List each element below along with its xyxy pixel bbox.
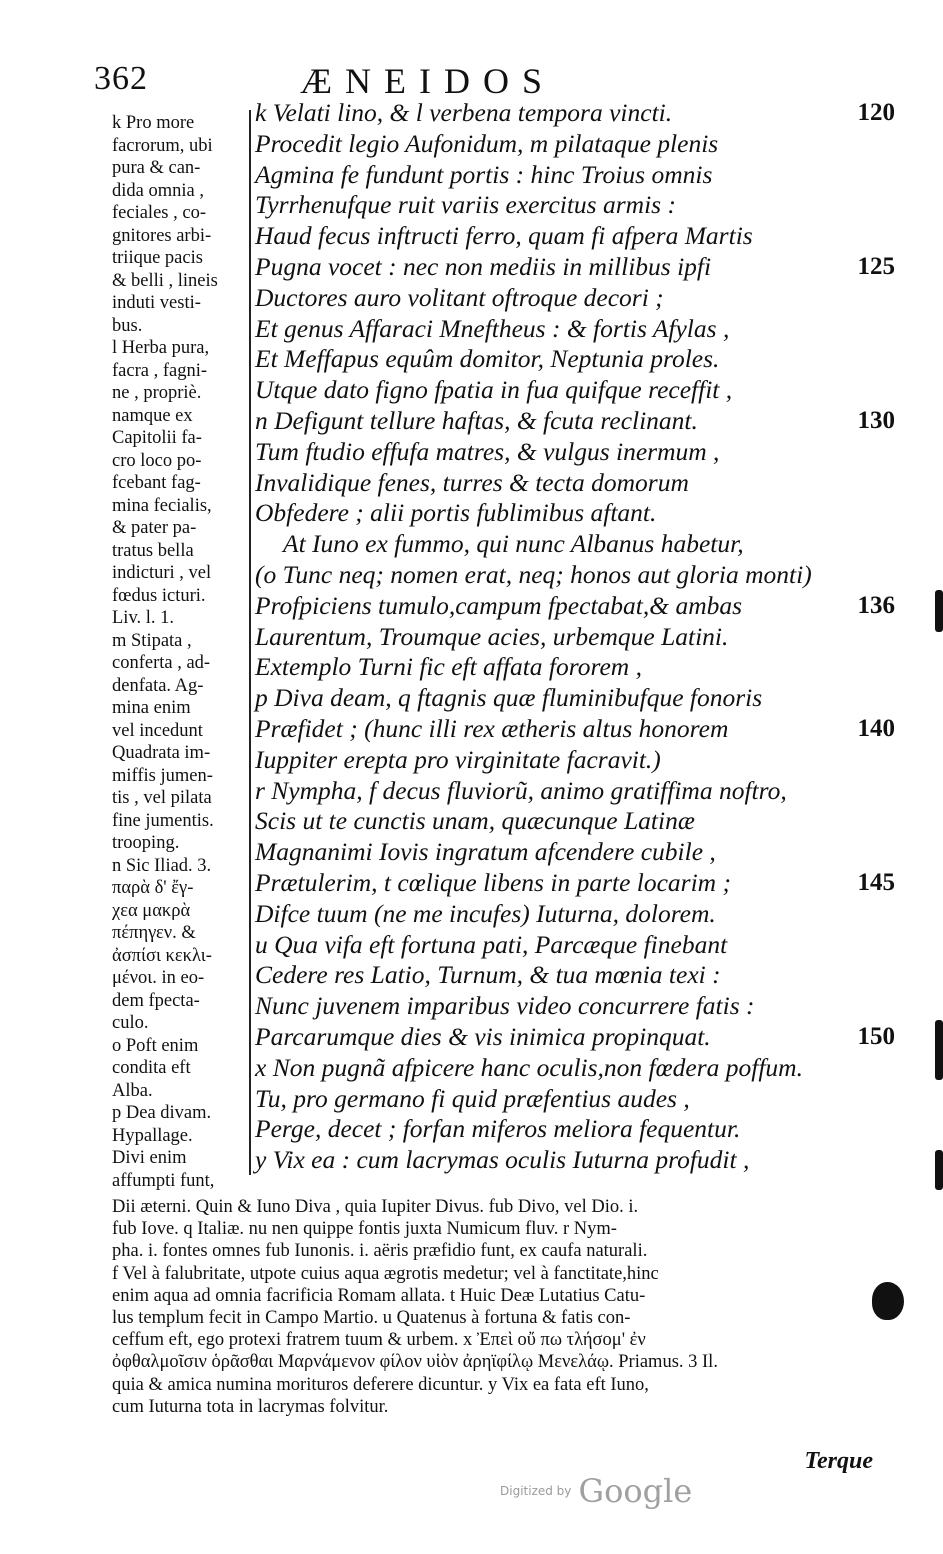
verse-text-line: Utque dato figno fpatia in fua quifque receffit , (255, 375, 733, 405)
commentary-line: p Dea divam. (112, 1103, 212, 1123)
verse-line (255, 652, 895, 683)
verse-line (255, 806, 895, 837)
verse-text-line: n Defigunt tellure haftas, & fcuta reclinant. (255, 405, 698, 435)
commentary-line: feciales , co- (112, 203, 206, 223)
verse-text-line: y Vix ea : cum lacrymas oculis Iuturna profudit , (255, 1145, 750, 1175)
commentary-line: pura & can- (112, 158, 201, 178)
verse-line (255, 591, 895, 622)
column-divider (249, 110, 251, 1175)
verse-line (255, 560, 895, 591)
footnote-line: lus templum fecit in Campo Martio. u Quatenus à fortuna & fatis con- (112, 1308, 631, 1329)
catchword: Terque (804, 1448, 873, 1474)
verse-line (255, 837, 895, 868)
commentary-line: miffis jumen- (112, 765, 213, 786)
verse-text-line: Profpiciens tumulo,campum fpectabat,& ambas (255, 590, 743, 620)
verse-text-line: Et genus Affaraci Mneftheus : & fortis Afylas , (255, 313, 730, 343)
verse-line (255, 344, 895, 375)
verse-text-line: Nunc juvenem imparibus video concurrere fatis : (255, 991, 755, 1021)
verse-text-line: Haud fecus inftructi ferro, quam fi afpera Martis (255, 221, 753, 251)
commentary-line: παρὰ δ' ἔγ- (112, 878, 194, 898)
verse-text-line: Parcarumque dies & vis inimica propinquat. (255, 1021, 711, 1051)
commentary-line: facrorum, ubi (112, 135, 213, 156)
verse-line (255, 1084, 895, 1115)
verse-text-line: Tum ftudio effufa matres, & vulgus inermum , (255, 436, 720, 466)
verse-text-line: Præfidet ; (hunc illi rex ætheris altus honorem (255, 713, 729, 743)
commentary-line: χεα μακρὰ (112, 900, 191, 921)
line-number: 150 (857, 1022, 895, 1050)
commentary-line: culo. (112, 1013, 149, 1033)
commentary-line: condita eft (112, 1058, 191, 1078)
verse-line (255, 529, 895, 560)
commentary-line: affumpti funt, (112, 1170, 215, 1191)
footnote-line: Dii æterni. Quin & Iuno Diva , quia Iupiter Divus. fub Divo, vel Dio. i. (112, 1197, 639, 1217)
commentary-line: πέπηγεν. & (112, 923, 196, 943)
verse-line (255, 1053, 895, 1084)
verse-line (255, 498, 895, 529)
verse-text-line: Scis ut te cunctis unam, quæcunque Latinæ (255, 806, 695, 836)
digitized-prefix: Digitized by (500, 1484, 572, 1498)
commentary-line: n Sic Iliad. 3. (112, 855, 212, 876)
commentary-line: namque ex (112, 405, 193, 426)
commentary-line: dem fpecta- (112, 990, 200, 1011)
verse-line (255, 1022, 895, 1053)
running-title: ÆNEIDOS (300, 61, 556, 101)
footnote-line: f Vel à falubritate, utpote cuius aqua ægrotis medetur; vel à fanctitate,hinc (112, 1263, 659, 1284)
line-number: 145 (857, 868, 895, 896)
ink-blot (872, 1282, 904, 1320)
footnote-line: quia & amica numina morituros deferere dicuntur. y Vix ea fata eft Iuno, (112, 1374, 649, 1395)
commentary-line: Alba. (112, 1080, 153, 1101)
verse-line (255, 406, 895, 437)
verse-text-line: Pugna vocet : nec non mediis in millibus ipfi (255, 251, 712, 281)
commentary-line: Divi enim (112, 1148, 187, 1168)
verse-text-line: Ductores auro volitant oftroque decori ; (255, 282, 664, 312)
commentary-line: ne , propriè. (112, 383, 202, 403)
verse-text-line: Perge, decet ; forfan miferos meliora fequentur. (255, 1114, 741, 1144)
commentary-line: fine jumentis. (112, 810, 214, 831)
verse-line (255, 930, 895, 961)
line-number: 130 (857, 406, 895, 434)
verse-text-line: Prætulerim, t cœlique libens in parte locarim ; (255, 867, 731, 897)
verse-line (255, 468, 895, 499)
line-number: 136 (857, 591, 895, 619)
verse-line (255, 375, 895, 406)
verse-text-line: x Non pugnã afpicere hanc oculis,non fœdera poffum. (255, 1052, 803, 1082)
commentary-line: Capitolii fa- (112, 428, 202, 448)
verse-line (255, 745, 895, 776)
commentary-line: cro loco po- (112, 450, 202, 471)
commentary-line: & belli , lineis (112, 270, 218, 291)
verse-line (255, 1114, 895, 1145)
verse-text-line: Procedit legio Aufonidum, m pilataque plenis (255, 128, 719, 158)
commentary-line: mina enim (112, 698, 191, 718)
footnote-line: enim aqua ad omnia facrificia Romam allata. t Huic Deæ Lutatius Catu- (112, 1285, 646, 1306)
verse-text-line: (o Tunc neq; nomen erat, neq; honos aut gloria monti) (255, 559, 812, 589)
verse-text-line: Iuppiter erepta pro virginitate facravit.) (255, 744, 661, 774)
commentary-line: gnitores arbi- (112, 225, 212, 246)
verse-line (255, 899, 895, 930)
verse-text-line: Difce tuum (ne me incufes) Iuturna, dolorem. (255, 898, 716, 928)
footnote-line: cum Iuturna tota in lacrymas folvitur. (112, 1396, 389, 1417)
verse-text-line: p Diva deam, q ftagnis quæ fluminibufque fonoris (255, 683, 763, 713)
commentary-line: Liv. l. 1. (112, 608, 175, 628)
verse-line (255, 960, 895, 991)
commentary-line: induti vesti- (112, 293, 201, 313)
commentary-line: tis , vel pilata (112, 788, 212, 808)
verse-text-line: Tyrrhenufque ruit variis exercitus armis : (255, 190, 676, 220)
line-number: 125 (857, 252, 895, 280)
verse-text-line: Extemplo Turni fic eft affata fororem , (255, 652, 642, 682)
verse-line (255, 314, 895, 345)
commentary-line: bus. (112, 315, 143, 336)
commentary-line: mina fecialis, (112, 495, 212, 516)
verse-line (255, 622, 895, 653)
verse-line (255, 776, 895, 807)
digitized-by-watermark (500, 1472, 692, 1510)
verse-line (255, 283, 895, 314)
commentary-line: m Stipata , (112, 630, 192, 651)
verse-line (255, 714, 895, 745)
commentary-line: conferta , ad- (112, 653, 211, 673)
footnote-line: fub Iove. q Italiæ. nu nen quippe fontis juxta Numicum fluv. r Nym- (112, 1219, 617, 1240)
footnote-line: pha. i. fontes omnes fub Iunonis. i. aëris præfidio funt, ex caufa naturali. (112, 1241, 648, 1262)
verse-line (255, 683, 895, 714)
line-number: 120 (857, 99, 895, 126)
commentary-line: ἀσπίσι κεκλι- (112, 945, 212, 966)
commentary-line: denfata. Ag- (112, 675, 204, 696)
footnote-line: ceffum eft, ego protexi fratrem tuum & urbem. x Ἐπεὶ οὔ πω τλήσομ' ἐν (112, 1330, 646, 1351)
verse-text-line: u Qua vifa eft fortuna pati, Parcæque finebant (255, 929, 728, 959)
verse-text-line: Invalidique fenes, turres & tecta domorum (255, 467, 689, 497)
commentary-line: dida omnia , (112, 180, 204, 201)
verse-text (255, 98, 895, 1176)
commentary-line: triique pacis (112, 248, 203, 268)
google-logo: Google (578, 1472, 693, 1510)
verse-line (255, 129, 895, 160)
verse-line (255, 98, 895, 129)
verse-line (255, 868, 895, 899)
commentary-line: Hypallage. (112, 1125, 193, 1146)
commentary-line: tratus bella (112, 540, 194, 561)
commentary-line: k Pro more (112, 113, 195, 133)
commentary-line: Quadrata im- (112, 743, 211, 763)
commentary-line: o Poft enim (112, 1035, 199, 1056)
verse-text-line: At Iuno ex fummo, qui nunc Albanus habetur, (283, 529, 744, 559)
verse-text-line: Tu, pro germano fi quid præfentius audes , (255, 1083, 690, 1113)
page-edge-mark (935, 1020, 943, 1080)
page-edge-mark (935, 1150, 943, 1190)
commentary-line: fœdus icturi. (112, 585, 206, 606)
verse-text-line: Cedere res Latio, Turnum, & tua mœnia texi : (255, 960, 721, 990)
footnote-line: ὀφθαλμοῖσιν ὁρᾶσθαι Μαρνάμενον φίλον υἱὸν ἀρηϊφίλῳ Μενελάῳ. Priamus. 3 Il. (112, 1352, 718, 1373)
verse-text-line: Laurentum, Troumque acies, urbemque Latini. (255, 621, 729, 651)
verse-line (255, 221, 895, 252)
line-number: 140 (857, 714, 895, 742)
verse-line (255, 1145, 895, 1176)
commentary-line: fcebant fag- (112, 473, 201, 493)
verse-line (255, 252, 895, 283)
verse-line (255, 160, 895, 191)
commentary-line: facra , fagni- (112, 360, 208, 381)
verse-text-line: Agmina fe fundunt portis : hinc Troius omnis (255, 159, 713, 189)
verse-text-line: r Nympha, f decus fluviorũ, animo gratiffima noftro, (255, 775, 787, 805)
verse-text-line: k Velati lino, & l verbena tempora vincti. (255, 98, 673, 127)
footnotes (112, 1196, 882, 1418)
verse-text-line: Magnanimi Iovis ingratum afcendere cubile , (255, 837, 716, 867)
verse-text-line: Et Meffapus equûm domitor, Neptunia proles. (255, 344, 720, 374)
commentary-line: vel incedunt (112, 720, 203, 741)
commentary-line: trooping. (112, 833, 180, 853)
verse-text-line: Obfedere ; alii portis fublimibus aftant. (255, 498, 657, 528)
page-number: 362 (94, 60, 148, 97)
commentary-line: μένοι. in eo- (112, 968, 205, 988)
commentary-line: indicturi , vel (112, 563, 212, 583)
verse-line (255, 991, 895, 1022)
verse-line (255, 437, 895, 468)
verse-line (255, 190, 895, 221)
page-edge-mark (935, 590, 943, 632)
commentary-line: l Herba pura, (112, 338, 210, 358)
marginal-commentary (112, 112, 247, 1192)
commentary-line: & pater pa- (112, 518, 197, 538)
